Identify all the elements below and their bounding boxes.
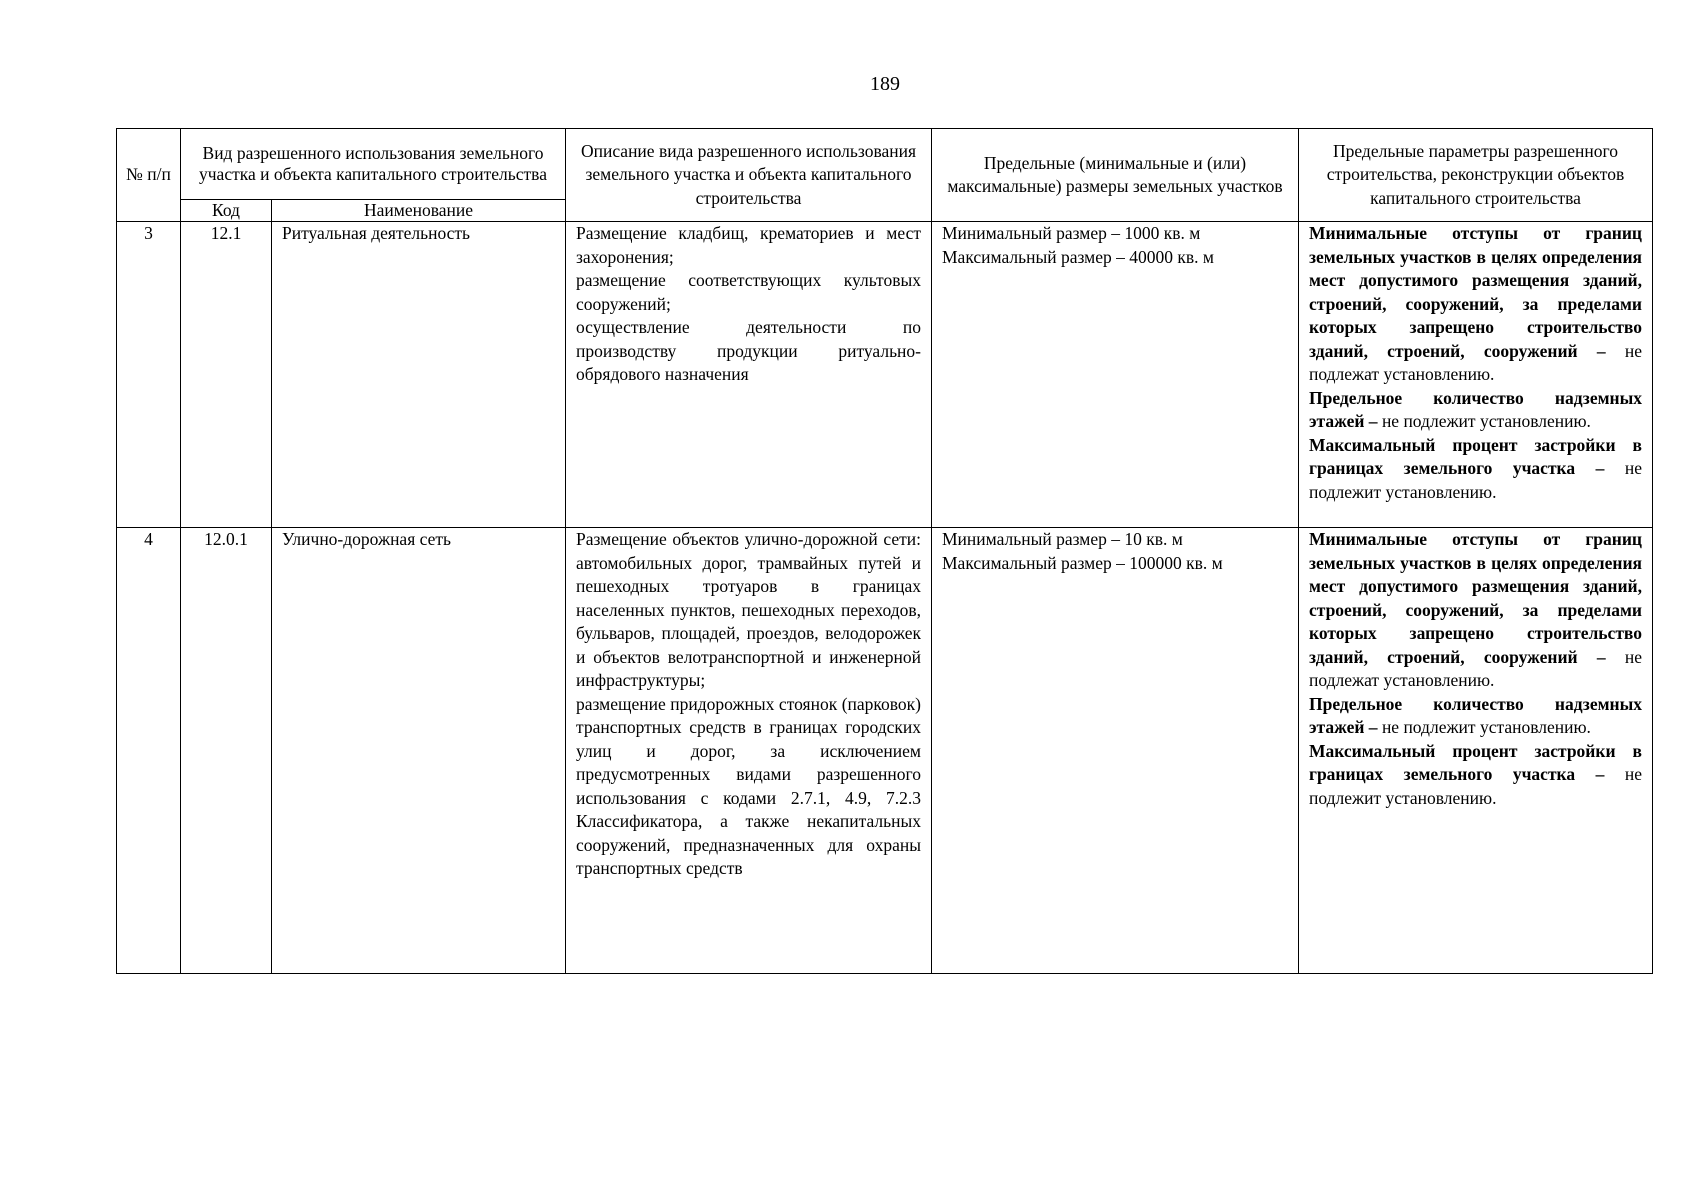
cell-num: 3 — [117, 222, 181, 528]
param-title: Предельное количество надземных этажей – — [1309, 693, 1642, 737]
param-value: не подлежат установлению. — [1309, 646, 1642, 690]
header-sizes: Предельные (минимальные и (или) максимальные) размеры земельных участков — [932, 129, 1299, 222]
cell-params — [1299, 528, 1653, 974]
land-use-table — [116, 128, 1653, 974]
cell-code: 12.0.1 — [181, 528, 272, 974]
page-number: 189 — [870, 73, 900, 95]
param-title: Максимальный процент застройки в границах земельного участка – — [1309, 434, 1642, 478]
cell-sizes — [932, 528, 1299, 974]
param-title: Минимальные отступы от границ земельных участков в целях определения мест допустимого размещения зданий, строений, сооружений, за пределами которых запрещено строительство зданий, строений, сооружений – — [1309, 223, 1642, 361]
param-value: не подлежит установлению. — [1377, 717, 1591, 737]
table-header — [117, 129, 1653, 222]
description-paragraph: размещение придорожных стоянок (парковок) транспортных средств в границах городских улиц и дорог, за исключением предусмотренных видами разрешенного использования с кодами 2.7.1, 4.9, 7.2.3 Классификатора, а также некапитальных сооружений, предназначенных для охраны транспортных средств — [576, 693, 921, 878]
header-description: Описание вида разрешенного использования земельного участка и объекта капитального строительства — [566, 129, 932, 222]
param-title: Минимальные отступы от границ земельных участков в целях определения мест допустимого размещения зданий, строений, сооружений, за пределами которых запрещено строительство зданий, строений, сооружений – — [1309, 529, 1642, 667]
table-body — [117, 222, 1653, 974]
description-paragraph: осуществление деятельности по производству продукции ритуально-обрядового назначения — [576, 317, 921, 384]
param-paragraph — [1309, 434, 1642, 505]
description-paragraph: размещение соответствующих культовых сооружений; — [576, 270, 921, 314]
cell-params — [1299, 222, 1653, 528]
size-line: Максимальный размер – 40000 кв. м — [942, 246, 1214, 267]
param-title: Предельное количество надземных этажей – — [1309, 387, 1642, 431]
table-row — [117, 528, 1653, 974]
size-line: Максимальный размер – 100000 кв. м — [942, 552, 1223, 573]
param-paragraph — [1309, 693, 1642, 740]
header-num: № п/п — [117, 129, 181, 222]
cell-description — [566, 222, 932, 528]
cell-name: Ритуальная деятельность — [272, 222, 566, 528]
cell-sizes — [932, 222, 1299, 528]
param-title: Максимальный процент застройки в границах земельного участка – — [1309, 740, 1642, 784]
cell-num: 4 — [117, 528, 181, 974]
size-line: Минимальный размер – 10 кв. м — [942, 529, 1183, 549]
param-paragraph — [1309, 528, 1642, 693]
header-name: Наименование — [272, 200, 566, 222]
size-line: Минимальный размер – 1000 кв. м — [942, 223, 1201, 243]
header-vid-group: Вид разрешенного использования земельного участка и объекта капитального строительства — [181, 129, 566, 200]
cell-code: 12.1 — [181, 222, 272, 528]
param-paragraph — [1309, 222, 1642, 387]
description-paragraph: Размещение кладбищ, крематориев и мест захоронения; — [576, 223, 921, 267]
param-value: не подлежит установлению. — [1309, 764, 1642, 808]
param-value: не подлежат установлению. — [1309, 340, 1642, 384]
table-row — [117, 222, 1653, 528]
param-value: не подлежит установлению. — [1377, 411, 1591, 431]
cell-description — [566, 528, 932, 974]
param-paragraph — [1309, 387, 1642, 434]
cell-name: Улично-дорожная сеть — [272, 528, 566, 974]
header-params: Предельные параметры разрешенного строительства, реконструкции объектов капитального строительства — [1299, 129, 1653, 222]
description-paragraph: Размещение объектов улично-дорожной сети: автомобильных дорог, трамвайных путей и пешеходных тротуаров в границах населенных пунктов, пешеходных переходов, бульваров, площадей, проездов, велодорожек и объектов велотранспортной и инженерной инфраструктуры; — [576, 529, 921, 690]
param-paragraph — [1309, 740, 1642, 811]
param-value: не подлежит установлению. — [1309, 458, 1642, 502]
header-code: Код — [181, 200, 272, 222]
